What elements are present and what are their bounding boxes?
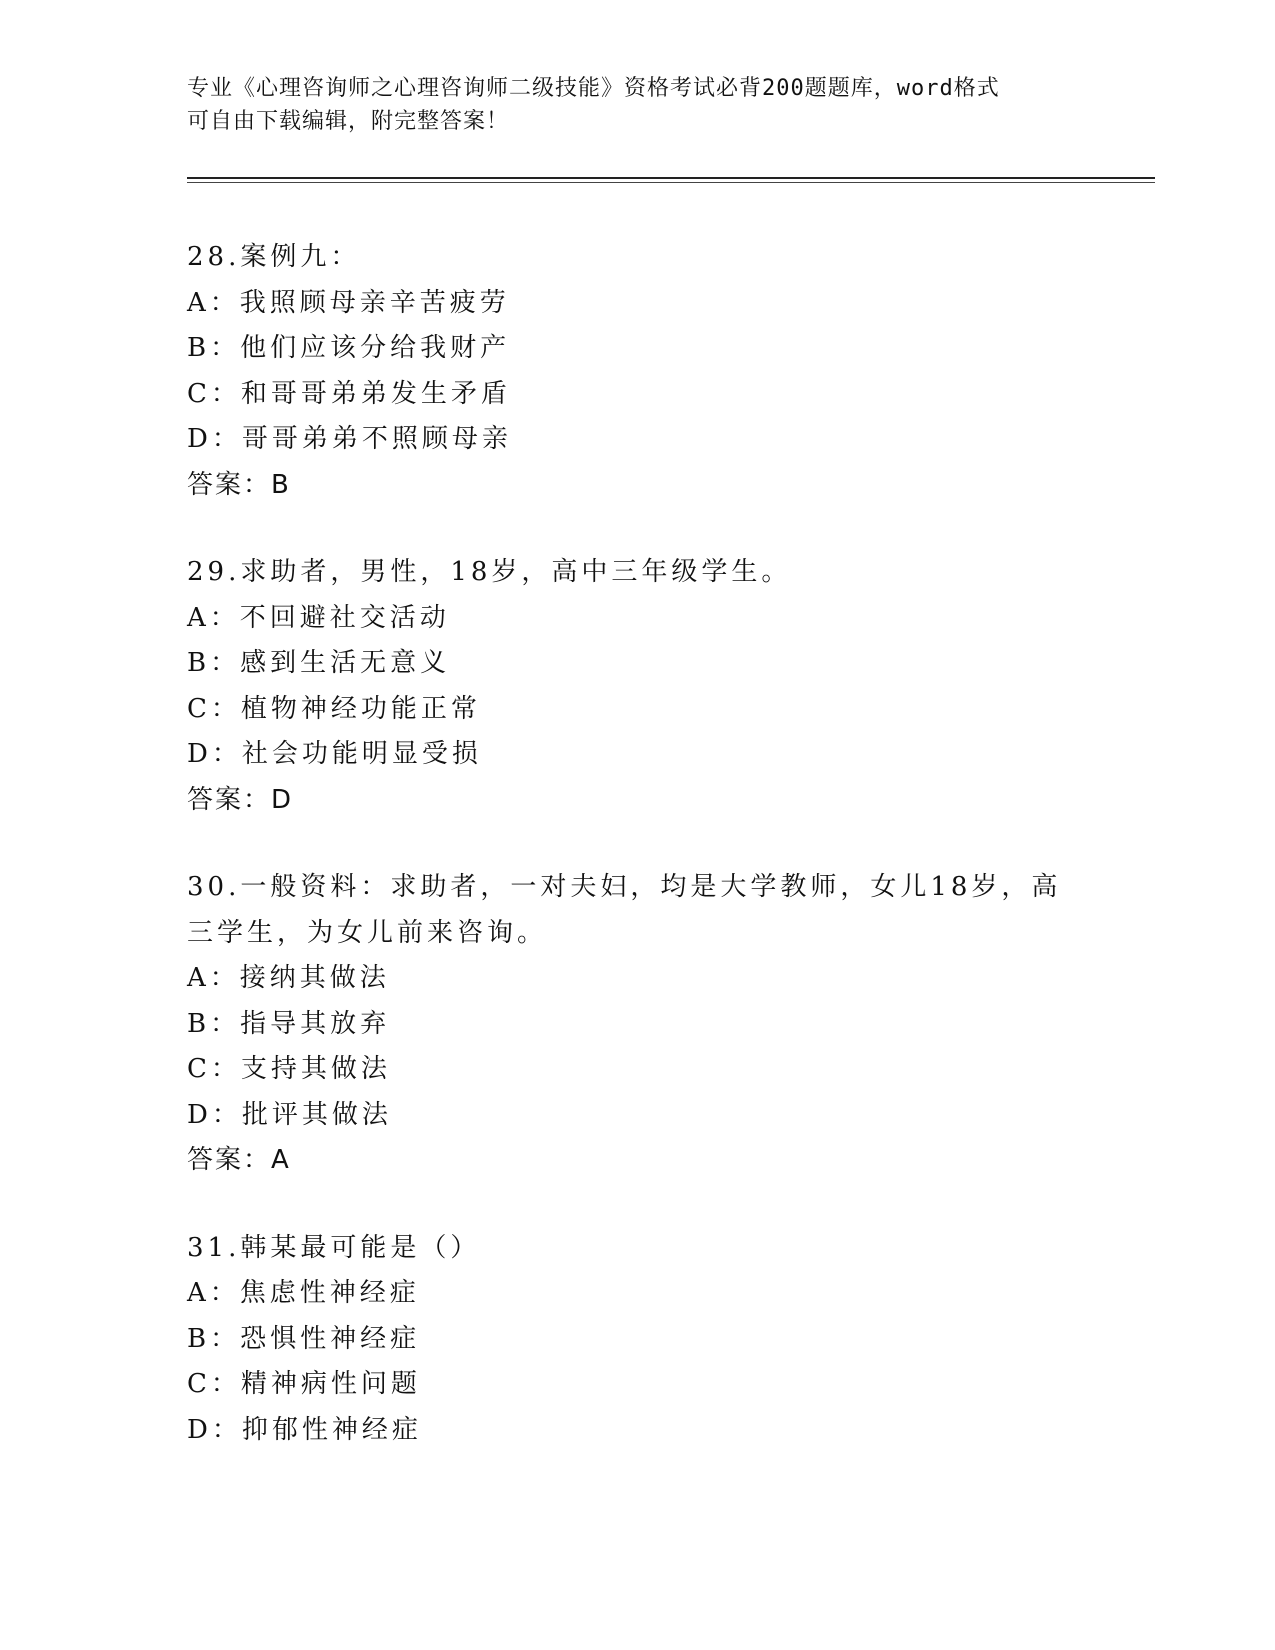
option-d: D：批评其做法 — [187, 1099, 392, 1130]
question-text: 29.求助者，男性，18岁，高中三年级学生。 — [187, 557, 792, 587]
header-divider-thin — [187, 182, 1155, 183]
option-d: D：抑郁性神经症 — [187, 1414, 422, 1445]
header-line-1: 专业《心理咨询师之心理咨询师二级技能》资格考试必背200题题库，word格式 — [187, 76, 1000, 101]
option-a: A：不回避社交活动 — [187, 602, 450, 633]
option-d: D：哥哥弟弟不照顾母亲 — [187, 424, 512, 454]
option-c: C：植物神经功能正常 — [187, 693, 481, 724]
option-b: B：恐惧性神经症 — [187, 1323, 421, 1354]
option-c: C：支持其做法 — [187, 1054, 391, 1084]
option-a: A：焦虑性神经症 — [187, 1278, 420, 1308]
question-31 — [187, 1226, 1087, 1454]
answer-line: 答案：D — [187, 784, 294, 815]
question-text: 30.一般资料：求助者，一对夫妇，均是大学教师，女儿18岁，高三学生，为女儿前来咨询。 — [187, 872, 1062, 948]
document-header — [187, 72, 1087, 138]
option-c: C：精神病性问题 — [187, 1369, 421, 1399]
option-b: B：感到生活无意义 — [187, 648, 451, 678]
header-line-2: 可自由下载编辑，附完整答案！ — [187, 109, 510, 134]
option-b: B：他们应该分给我财产 — [187, 333, 511, 363]
option-c: C：和哥哥弟弟发生矛盾 — [187, 378, 511, 409]
answer-line: 答案：B — [187, 469, 291, 500]
question-list — [187, 235, 1087, 1495]
question-29 — [187, 550, 1087, 823]
option-a: A：接纳其做法 — [187, 963, 390, 993]
question-28 — [187, 235, 1087, 508]
header-divider-thick — [187, 177, 1155, 179]
option-d: D：社会功能明显受损 — [187, 739, 482, 769]
option-b: B：指导其放弃 — [187, 1008, 391, 1039]
answer-line: 答案：A — [187, 1145, 291, 1175]
question-30 — [187, 865, 1087, 1184]
question-text: 31.韩某最可能是（） — [187, 1232, 481, 1263]
option-a: A：我照顾母亲辛苦疲劳 — [187, 287, 510, 318]
question-text: 28.案例九： — [187, 242, 361, 272]
